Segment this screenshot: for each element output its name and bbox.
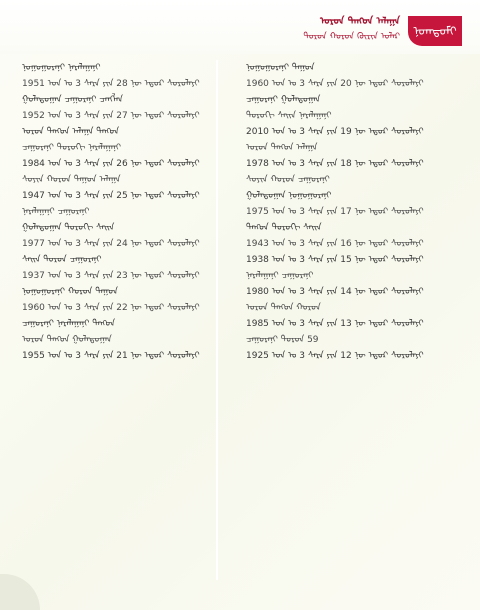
text-line: ᠨᠠᠷᠠᠯᠠᠭᠠᠨᠢ ᠴᠠᠭᠣᠷᠠᠨᠢ <box>246 271 314 281</box>
text-line: ᠴᠠᠭᠣᠷᠠᠨᠢ ᠳᠤᠷᠣᠨ 59 <box>246 335 319 345</box>
text-line: ᠨᠣᠭᠣᠭᠣᠷᠠᠨᠢ ᠳᠠᠭᠤᠨ <box>246 63 315 73</box>
text-line: ᠨᠣᠭᠣᠭᠣᠷᠠᠨᠢ ᠨᠠᠷᠠᠯᠠᠭᠠᠨᠢ <box>22 63 101 73</box>
text-line: 1984 ᠣᠨ ᠤ 3 ᠰᠠᠷᠠ ᠶᠢᠨ 26 ᠨᠦ ᠡᠳᠦᠷ ᠰᠤᠷᠤᠯᠠᠶᠢ <box>22 159 200 169</box>
text-line: 2010 ᠣᠨ ᠤ 3 ᠰᠠᠷᠠ ᠶᠢᠨ 19 ᠨᠦ ᠡᠳᠦᠷ ᠰᠤᠷᠤᠯᠠᠶᠢ <box>246 127 424 137</box>
text-line: 1951 ᠣᠨ ᠤ 3 ᠰᠠᠷᠠ ᠶᠢᠨ 28 ᠨᠦ ᠡᠳᠦᠷ ᠰᠤᠷᠤᠯᠠᠶᠢ <box>22 79 200 89</box>
text-line: ᠰᠠᠢᠨ ᠳᠤᠷᠣᠨ ᠴᠠᠭᠣᠷᠠᠨᠢ <box>22 255 102 265</box>
text-line: ᠭᠤᠯᠠᠳᠤᠭᠠᠨ ᠳᠣᠷᠣᠭᠢ ᠰᠠᠢᠨ <box>22 223 115 233</box>
text-line: 1937 ᠣᠨ ᠤ 3 ᠰᠠᠷᠠ ᠶᠢᠨ 23 ᠨᠦ ᠡᠳᠦᠷ ᠰᠤᠷᠤᠯᠠᠶᠢ <box>22 271 200 281</box>
text-line: 1960 ᠣᠨ ᠤ 3 ᠰᠠᠷᠠ ᠶᠢᠨ 22 ᠨᠦ ᠡᠳᠦᠷ ᠰᠤᠷᠤᠯᠠᠶᠢ <box>22 303 200 313</box>
text-line: ᠭᠤᠯᠠᠳᠤᠭᠠᠨ ᠴᠠᠭᠣᠷᠠᠨᠢ ᠴᠠᠨᠭᠯᠠᠨ <box>22 95 123 105</box>
text-line: ᠰᠣᠶᠢᠨ ᠬᠣᠷᠤᠨ ᠳᠠᠭᠤᠨ ᠠᠯᠠᠭᠠ <box>22 175 121 185</box>
text-line: ᠣᠷᠣᠨ ᠳᠠᠩᠣᠨ ᠭᠤᠯᠠᠳᠤᠭᠠᠨ <box>22 335 112 345</box>
text-line: 1943 ᠣᠨ ᠤ 3 ᠰᠠᠷᠠ ᠶᠢᠨ 16 ᠨᠦ ᠡᠳᠦᠷ ᠰᠤᠷᠤᠯᠠᠶᠢ <box>246 239 424 249</box>
text-line: 1947 ᠣᠨ ᠤ 3 ᠰᠠᠷᠠ ᠶᠢᠨ 25 ᠨᠦ ᠡᠳᠦᠷ ᠰᠤᠷᠤᠯᠠᠶᠢ <box>22 191 200 201</box>
text-line: ᠴᠠᠭᠣᠷᠠᠨᠢ ᠨᠠᠷᠠᠯᠠᠭᠠᠨᠢ ᠳᠠᠩᠤᠨ <box>22 319 116 329</box>
header-band <box>0 0 480 54</box>
text-line: ᠣᠷᠣᠨ ᠳᠠᠩᠣᠨ ᠬᠣᠷᠤᠨ <box>246 303 321 313</box>
text-line: 1952 ᠣᠨ ᠤ 3 ᠰᠠᠷᠠ ᠶᠢᠨ 27 ᠨᠦ ᠡᠳᠦᠷ ᠰᠤᠷᠤᠯᠠᠶᠢ <box>22 111 200 121</box>
text-line: ᠳᠠᠩᠤᠨ ᠳᠣᠷᠣᠭᠢ ᠰᠠᠢᠨ <box>246 223 322 233</box>
text-line: 1960 ᠣᠨ ᠤ 3 ᠰᠠᠷᠠ ᠶᠢᠨ 20 ᠨᠦ ᠡᠳᠦᠷ ᠰᠤᠷᠤᠯᠠᠶᠢ <box>246 79 424 89</box>
column-divider <box>216 60 218 580</box>
text-line: 1925 ᠣᠨ ᠤ 3 ᠰᠠᠷᠠ ᠶᠢᠨ 12 ᠨᠦ ᠡᠳᠦᠷ ᠰᠤᠷᠤᠯᠠᠶᠢ <box>246 351 424 361</box>
text-line: ᠭᠤᠯᠠᠳᠤᠭᠠᠨ ᠨᠣᠭᠣᠭᠣᠷᠠᠨᠢ <box>246 191 332 201</box>
header-title: ᠣᠷᠣᠨ ᠳᠠᠩᠣᠨ ᠠᠯᠠᠭᠠ <box>320 16 400 27</box>
text-line: 1978 ᠣᠨ ᠤ 3 ᠰᠠᠷᠠ ᠶᠢᠨ 18 ᠨᠦ ᠡᠳᠦᠷ ᠰᠤᠷᠤᠯᠠᠶᠢ <box>246 159 424 169</box>
text-line: ᠰᠣᠶᠢᠨ ᠬᠣᠷᠤᠨ ᠴᠠᠭᠣᠷᠠᠨᠢ <box>246 175 330 185</box>
text-line: ᠴᠠᠭᠣᠷᠠᠨᠢ ᠳᠣᠷᠣᠭᠢ ᠨᠠᠷᠠᠯᠠᠭᠠᠨᠢ <box>22 143 121 153</box>
text-column-right <box>246 60 458 580</box>
text-line: ᠳᠣᠷᠣᠭᠢ ᠰᠠᠢᠨ ᠨᠠᠷᠠᠯᠠᠭᠠᠨᠢ <box>246 111 332 121</box>
text-line: 1975 ᠣᠨ ᠤ 3 ᠰᠠᠷᠠ ᠶᠢᠨ 17 ᠨᠦ ᠡᠳᠦᠷ ᠰᠤᠷᠤᠯᠠᠶᠢ <box>246 207 424 217</box>
text-line: ᠨᠣᠭᠣᠭᠣᠷᠠᠨᠢ ᠬᠣᠷᠤᠨ ᠳᠠᠭᠤᠨ <box>22 287 118 297</box>
text-line: 1985 ᠣᠨ ᠤ 3 ᠰᠠᠷᠠ ᠶᠢᠨ 13 ᠨᠦ ᠡᠳᠦᠷ ᠰᠤᠷᠤᠯᠠᠶᠢ <box>246 319 424 329</box>
section-tab: ᠨᠤᠭᠳᠤᠮᠢ <box>408 16 462 46</box>
text-line: 1980 ᠣᠨ ᠤ 3 ᠰᠠᠷᠠ ᠶᠢᠨ 14 ᠨᠦ ᠡᠳᠦᠷ ᠰᠤᠷᠤᠯᠠᠶᠢ <box>246 287 424 297</box>
text-line: 1938 ᠣᠨ ᠤ 3 ᠰᠠᠷᠠ ᠶᠢᠨ 15 ᠨᠦ ᠡᠳᠦᠷ ᠰᠤᠷᠤᠯᠠᠶᠢ <box>246 255 424 265</box>
text-line: 1977 ᠣᠨ ᠤ 3 ᠰᠠᠷᠠ ᠶᠢᠨ 24 ᠨᠦ ᠡᠳᠦᠷ ᠰᠤᠷᠤᠯᠠᠶᠢ <box>22 239 200 249</box>
text-column-left <box>22 60 234 580</box>
text-line: ᠨᠠᠷᠠᠯᠠᠭᠠᠨᠢ ᠴᠠᠭᠣᠷᠠᠨᠢ <box>22 207 90 217</box>
article-body <box>22 60 458 580</box>
text-line: ᠴᠠᠭᠣᠷᠠᠨᠢ ᠭᠤᠯᠠᠳᠤᠭᠠᠨ <box>246 95 321 105</box>
text-line: 1955 ᠣᠨ ᠤ 3 ᠰᠠᠷᠠ ᠶᠢᠨ 21 ᠨᠦ ᠡᠳᠦᠷ ᠰᠤᠷᠤᠯᠠᠶᠢ <box>22 351 200 361</box>
text-line: ᠣᠷᠣᠨ ᠳᠠᠩᠣᠨ ᠠᠯᠠᠭᠠ ᠳᠠᠩᠤᠨ <box>22 127 120 137</box>
header-subtitle: ᠳᠤᠷᠣᠨ ᠬᠣᠷᠤᠨ ᠭᠦᠷᠢᠨ ᠣᠯᠡᠷ <box>303 32 400 42</box>
text-line: ᠣᠷᠣᠨ ᠳᠠᠩᠣᠨ ᠠᠯᠠᠭᠠ <box>246 143 318 153</box>
